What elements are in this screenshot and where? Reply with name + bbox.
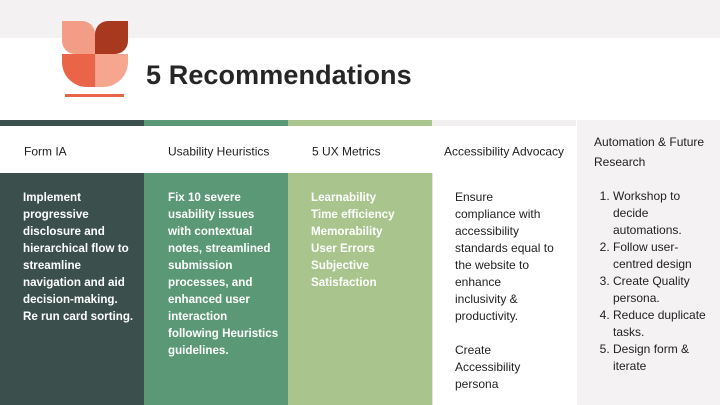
column-text: Fix 10 severe usability issues with contextual notes, streamlined submission processes, and enhanced user interaction following Heuristics guidelines. [168, 191, 279, 357]
column-usability-heuristics [144, 120, 288, 405]
column-heading: Accessibility Advocacy [444, 144, 565, 159]
list-item: Memorability [311, 225, 383, 238]
automation-list [599, 188, 717, 375]
logo-icon [62, 21, 128, 87]
list-item: Learnability [311, 191, 377, 204]
list-item: 2. Follow user-centred design [613, 239, 717, 273]
logo-underline [65, 94, 124, 97]
column-body [432, 173, 576, 405]
column-accessibility-advocacy [432, 120, 576, 405]
column-text-secondary: Create Accessibility persona [455, 343, 521, 391]
column-body [288, 173, 432, 405]
column-heading: Automation & Future Research [594, 135, 705, 169]
list-item: Time efficiency [311, 208, 395, 221]
column-form-ia [0, 120, 144, 405]
list-item: 1. Workshop to decide automations. [613, 188, 717, 239]
column-heading: Usability Heuristics [168, 144, 270, 159]
column-header [288, 126, 432, 173]
column-text: Implement progressive disclosure and hierarchical flow to streamline navigation and aid decision-making. Re run card sorting. [23, 191, 134, 323]
column-automation-research [577, 120, 720, 405]
list-item: User Errors [311, 242, 375, 255]
column-heading: 5 UX Metrics [312, 144, 381, 159]
column-body [144, 173, 288, 405]
column-header [432, 126, 576, 173]
column-heading: Form IA [24, 144, 67, 159]
column-ux-metrics [288, 120, 432, 405]
list-item: Subjective [311, 259, 369, 272]
page-title: 5 Recommendations [146, 60, 412, 90]
metrics-list [311, 189, 395, 291]
list-item: 4. Reduce duplicate tasks. [613, 307, 717, 341]
list-item: Satisfaction [311, 276, 377, 289]
column-body [0, 173, 144, 405]
column-text: Ensure compliance with accessibility standards equal to the website to enhance inclusivity & productivity. [455, 190, 554, 323]
list-item: 5. Design form & iterate [613, 341, 717, 375]
list-item: 3. Create Quality persona. [613, 273, 717, 307]
column-header [0, 126, 144, 173]
column-header [144, 126, 288, 173]
